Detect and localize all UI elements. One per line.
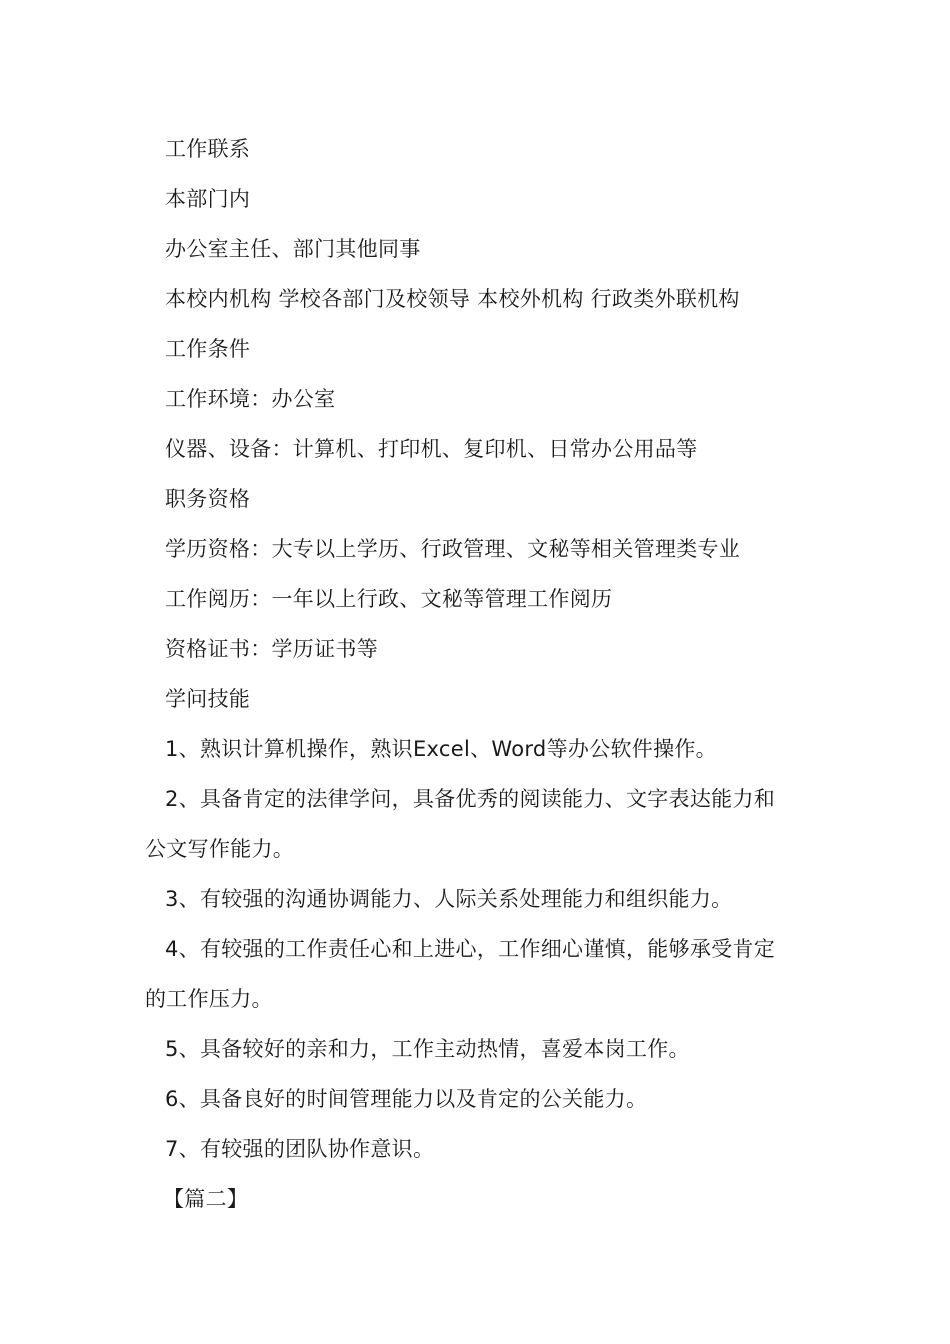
section-heading-work-conditions: 工作条件 — [165, 337, 251, 361]
section-heading-qualifications: 职务资格 — [165, 487, 251, 511]
list-item: 1、熟识计算机操作，熟识Excel、Word等办公软件操作。 — [165, 737, 717, 761]
list-item: 6、具备良好的时间管理能力以及肯定的公关能力。 — [165, 1087, 648, 1111]
section-heading-skills: 学问技能 — [165, 687, 251, 711]
text-line: 仪器、设备：计算机、打印机、复印机、日常办公用品等 — [165, 437, 698, 461]
chapter-marker: 【篇二】 — [163, 1187, 249, 1211]
text-line: 工作阅历：一年以上行政、文秘等管理工作阅历 — [165, 587, 613, 611]
list-item: 2、具备肯定的法律学问，具备优秀的阅读能力、文字表达能力和 — [165, 787, 776, 811]
section-heading-work-relations: 工作联系 — [165, 137, 251, 161]
list-item: 4、有较强的工作责任心和上进心，工作细心谨慎，能够承受肯定 — [165, 937, 776, 961]
text-line: 工作环境：办公室 — [165, 387, 336, 411]
document-body — [145, 124, 815, 1224]
text-line: 本校内机构 学校各部门及校领导 本校外机构 行政类外联机构 — [165, 287, 740, 311]
text-line: 学历资格：大专以上学历、行政管理、文秘等相关管理类专业 — [165, 537, 741, 561]
list-item-continuation: 的工作压力。 — [145, 987, 273, 1011]
list-item: 7、有较强的团队协作意识。 — [165, 1137, 435, 1161]
list-item-continuation: 公文写作能力。 — [145, 837, 295, 861]
list-item: 3、有较强的沟通协调能力、人际关系处理能力和组织能力。 — [165, 887, 733, 911]
text-line: 本部门内 — [165, 187, 251, 211]
list-item: 5、具备较好的亲和力，工作主动热情，喜爱本岗工作。 — [165, 1037, 690, 1061]
text-line: 资格证书：学历证书等 — [165, 637, 378, 661]
text-line: 办公室主任、部门其他同事 — [165, 237, 421, 261]
